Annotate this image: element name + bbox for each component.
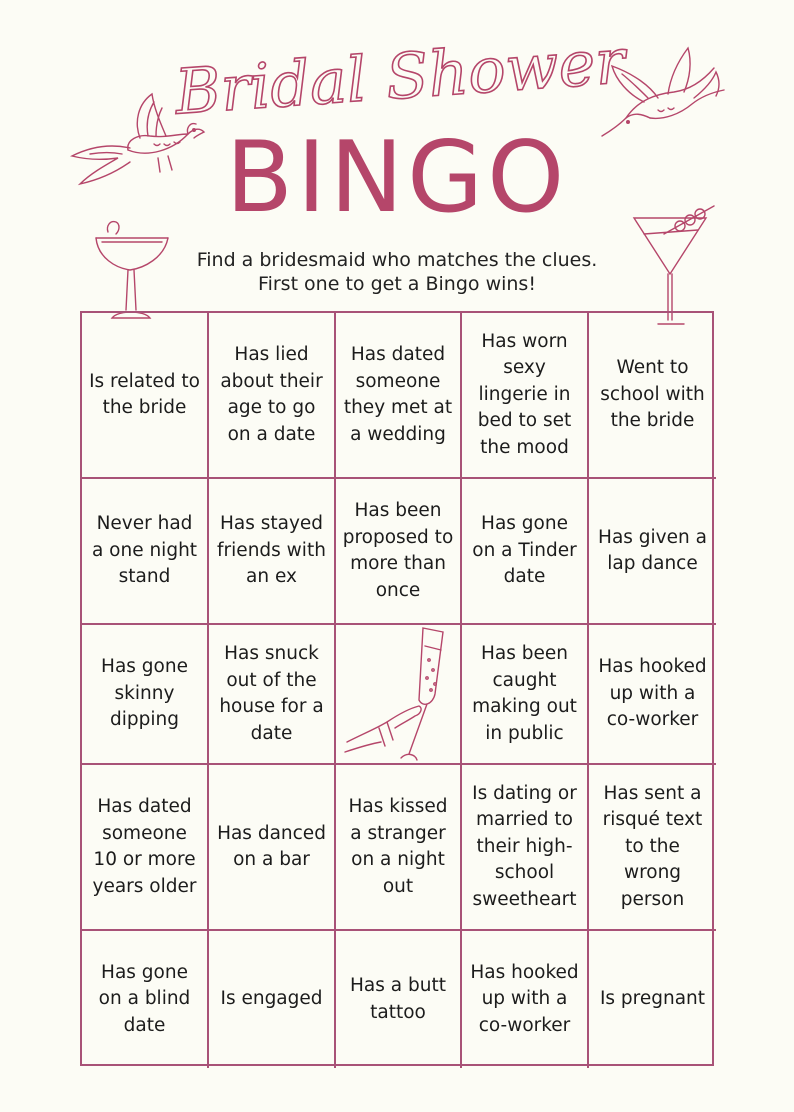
bingo-cell[interactable]: Has danced on a bar <box>209 765 336 931</box>
bridal-shower-lettering <box>172 18 628 129</box>
bingo-cell[interactable]: Has dated someone they met at a wedding <box>336 313 462 479</box>
instructions-line-2: First one to get a Bingo wins! <box>258 273 536 295</box>
svg-text:Bridal Shower: Bridal Shower <box>172 24 628 129</box>
free-space-cell[interactable] <box>336 625 462 765</box>
bingo-cell[interactable]: Is dating or married to their high-school sweetheart <box>462 765 589 931</box>
instructions-line-1: Find a bridesmaid who matches the clues. <box>196 249 598 271</box>
bingo-cell[interactable]: Has lied about their age to go on a date <box>209 313 336 479</box>
bingo-cell[interactable]: Has been caught making out in public <box>462 625 589 765</box>
bingo-cell[interactable]: Has worn sexy lingerie in bed to set the mood <box>462 313 589 479</box>
bingo-cell[interactable]: Has gone on a blind date <box>82 931 209 1068</box>
bingo-cell[interactable]: Has kissed a stranger on a night out <box>336 765 462 931</box>
bingo-cell[interactable]: Has stayed friends with an ex <box>209 479 336 625</box>
bingo-cell[interactable]: Has dated someone 10 or more years older <box>82 765 209 931</box>
champagne-flute-hand-icon <box>343 624 453 764</box>
bingo-cell[interactable]: Has hooked up with a co-worker <box>589 625 716 765</box>
bingo-cell[interactable]: Has a butt tattoo <box>336 931 462 1068</box>
bingo-cell[interactable]: Has given a lap dance <box>589 479 716 625</box>
bingo-cell[interactable]: Has snuck out of the house for a date <box>209 625 336 765</box>
bingo-cell[interactable]: Has been proposed to more than once <box>336 479 462 625</box>
bingo-grid <box>80 311 714 1066</box>
bingo-cell[interactable]: Has hooked up with a co-worker <box>462 931 589 1068</box>
bingo-title: BINGO <box>225 121 569 235</box>
bingo-cell[interactable]: Never had a one night stand <box>82 479 209 625</box>
bingo-cell[interactable]: Has gone on a Tinder date <box>462 479 589 625</box>
bingo-cell[interactable]: Is engaged <box>209 931 336 1068</box>
bingo-cell[interactable]: Has gone skinny dipping <box>82 625 209 765</box>
bingo-cell[interactable]: Has sent a risqué text to the wrong person <box>589 765 716 931</box>
bingo-cell[interactable]: Is related to the bride <box>82 313 209 479</box>
instructions <box>0 248 794 296</box>
bingo-cell[interactable]: Is pregnant <box>599 988 706 1010</box>
script-title <box>172 18 628 129</box>
bingo-cell[interactable]: Went to school with the bride <box>589 313 716 479</box>
